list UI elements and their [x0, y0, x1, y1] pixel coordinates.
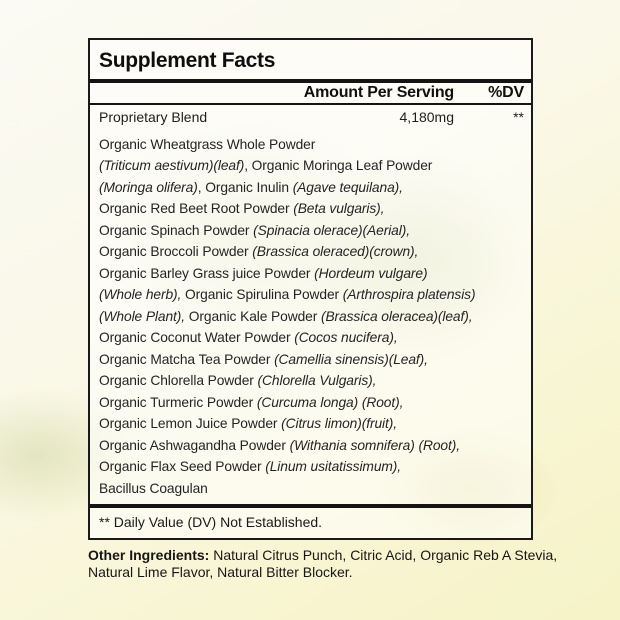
- latin-name-text: (Withania somnifera) (Root),: [289, 437, 460, 453]
- ingredient-text: Bacillus Coagulan: [99, 480, 208, 496]
- ingredient-text: Organic Kale Powder: [185, 308, 321, 324]
- blend-name: Proprietary Blend: [99, 109, 208, 126]
- ingredient-text: , Organic Moringa Leaf Powder: [244, 158, 433, 174]
- ingredient-text: , Organic Inulin: [197, 179, 293, 195]
- latin-name-text: (Beta vulgaris),: [293, 201, 385, 217]
- other-ingredients-label: Other Ingredients:: [88, 547, 210, 563]
- latin-name-text: (Arthrospira platensis): [342, 287, 476, 303]
- blend-amount: 4,180mg: [399, 109, 454, 126]
- ingredient-line: [99, 155, 524, 177]
- ingredient-line: [99, 134, 524, 156]
- ingredient-line: [99, 263, 524, 285]
- column-header-row: [90, 83, 531, 103]
- ingredient-text: Organic Ashwagandha Powder: [99, 437, 290, 453]
- ingredient-line: [99, 241, 524, 263]
- ingredient-text: Organic Wheatgrass Whole Powder: [99, 136, 316, 152]
- ingredient-line: [99, 198, 524, 220]
- ingredient-line: [99, 392, 524, 414]
- ingredient-line: [99, 478, 524, 500]
- ingredient-line: [99, 306, 524, 328]
- latin-name-text: (Linum usitatissimum),: [265, 459, 402, 475]
- latin-name-text: (Hordeum vulgare): [314, 265, 428, 281]
- latin-name-text: (Triticum aestivum)(leaf): [99, 158, 245, 174]
- ingredient-text: Organic Turmeric Powder: [99, 394, 257, 410]
- latin-name-text: (Brassica oleracea)(leaf),: [320, 308, 473, 324]
- dv-header: %DV: [488, 83, 524, 101]
- ingredient-line: [99, 284, 524, 306]
- ingredient-text: Organic Coconut Water Powder: [99, 330, 295, 346]
- ingredient-text: Organic Matcha Tea Powder: [99, 351, 275, 367]
- latin-name-text: (Moringa olifera): [99, 179, 198, 195]
- ingredient-line: [99, 456, 524, 478]
- ingredient-text: Organic Flax Seed Powder: [99, 459, 266, 475]
- latin-name-text: (Agave tequilana),: [292, 179, 403, 195]
- other-ingredients-text: Natural Citrus Punch, Citric Acid, Organic Reb A Stevia, Natural Lime Flavor, Natural Bitter Blocker.: [88, 547, 558, 580]
- proprietary-blend-row: [90, 105, 531, 131]
- latin-name-text: (Chlorella Vulgaris),: [257, 373, 377, 389]
- ingredient-text: Organic Spirulina Powder: [181, 287, 343, 303]
- ingredient-text: Organic Chlorella Powder: [99, 373, 258, 389]
- ingredient-text: Organic Red Beet Root Powder: [99, 201, 294, 217]
- latin-name-text: (Cocos nucifera),: [294, 330, 398, 346]
- panel-title: Supplement Facts: [99, 49, 276, 72]
- amount-per-serving-header: Amount Per Serving: [303, 83, 454, 101]
- latin-name-text: (Whole herb),: [99, 287, 182, 303]
- ingredient-text: Organic Lemon Juice Powder: [99, 416, 282, 432]
- ingredient-line: [99, 220, 524, 242]
- latin-name-text: (Curcuma longa) (Root),: [256, 394, 404, 410]
- ingredient-lines: [90, 134, 531, 500]
- ingredient-text: Organic Spinach Powder: [99, 222, 254, 238]
- ingredient-text: Organic Barley Grass juice Powder: [99, 265, 315, 281]
- ingredient-text: Organic Broccoli Powder: [99, 244, 253, 260]
- latin-name-text: (Camellia sinensis)(Leaf),: [274, 351, 428, 367]
- supplement-facts-panel: [88, 38, 533, 540]
- ingredient-line: [99, 349, 524, 371]
- latin-name-text: (Spinacia olerace)(Aerial),: [253, 222, 410, 238]
- footnote-section: [90, 499, 531, 538]
- other-ingredients-paragraph: [88, 547, 564, 580]
- ingredient-line: [99, 370, 524, 392]
- blend-dv-stars: **: [513, 109, 524, 126]
- ingredient-line: [99, 177, 524, 199]
- ingredient-line: [99, 435, 524, 457]
- ingredient-line: [99, 413, 524, 435]
- latin-name-text: (Brassica oleraced)(crown),: [252, 244, 419, 260]
- latin-name-text: (Citrus limon)(fruit),: [281, 416, 397, 432]
- daily-value-footnote: ** Daily Value (DV) Not Established.: [99, 514, 323, 531]
- latin-name-text: (Whole Plant),: [99, 308, 186, 324]
- ingredient-line: [99, 327, 524, 349]
